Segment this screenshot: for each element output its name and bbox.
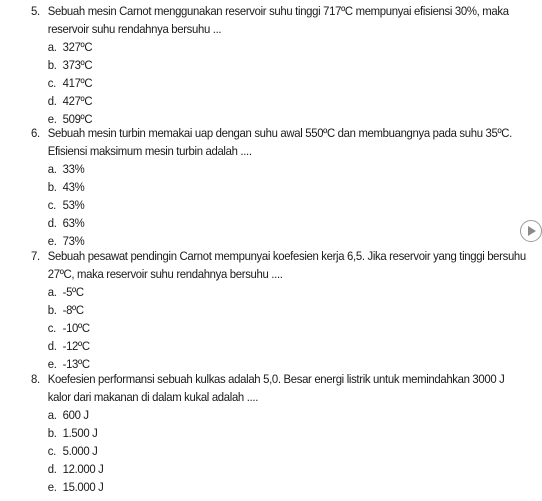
option-7c <box>48 319 468 337</box>
option-letter: b. <box>47 426 57 440</box>
question-6-header <box>31 124 512 142</box>
option-text: -5ºC <box>62 285 84 299</box>
option-7a <box>48 283 468 301</box>
option-letter: b. <box>47 303 57 317</box>
option-text: -8ºC <box>62 303 84 317</box>
question-7-options <box>31 283 468 373</box>
option-text: 5.000 J <box>62 444 98 458</box>
next-page-button[interactable] <box>520 220 542 242</box>
option-letter: a. <box>47 162 57 176</box>
option-text: 417ºC <box>62 76 93 90</box>
option-5d <box>48 92 468 110</box>
option-letter: d. <box>47 462 57 476</box>
option-text: 63% <box>62 216 85 230</box>
question-5-text-line2: reservoir suhu rendahnya bersuhu ... <box>47 22 222 36</box>
option-letter: d. <box>47 216 57 230</box>
question-6-options <box>31 160 468 250</box>
option-letter: e. <box>47 234 57 248</box>
option-8b <box>48 424 468 442</box>
option-text: 373ºC <box>62 58 93 72</box>
option-letter: d. <box>47 94 57 108</box>
option-text: 509ºC <box>62 112 93 126</box>
option-text: -12ºC <box>62 339 90 353</box>
question-5-number: 5. <box>31 4 40 18</box>
question-7-text-line2: 27ºC, maka reservoir suhu rendahnya bersuhu .... <box>47 267 283 281</box>
option-6a <box>48 160 468 178</box>
option-letter: e. <box>47 480 57 494</box>
option-letter: d. <box>47 339 57 353</box>
question-8-options <box>31 406 468 496</box>
question-8-text-line2: kalor dari makanan di dalam kukal adalah .... <box>47 390 259 404</box>
option-letter: e. <box>47 357 57 371</box>
question-8-number: 8. <box>31 372 40 386</box>
option-7b <box>48 301 468 319</box>
question-5 <box>31 2 509 128</box>
question-5-header <box>31 2 509 20</box>
option-letter: a. <box>47 285 57 299</box>
question-7-text-line1: Sebuah pesawat pendingin Carnot mempunyai koefesien kerja 6,5. Jika reservoir yang tinggi bersuhu <box>47 249 526 263</box>
option-text: 53% <box>62 198 85 212</box>
option-letter: c. <box>47 321 56 335</box>
option-text: 15.000 J <box>62 480 104 494</box>
option-6c <box>48 196 468 214</box>
option-letter: a. <box>47 408 57 422</box>
question-8 <box>31 370 505 496</box>
option-5c <box>48 74 468 92</box>
option-text: 43% <box>62 180 85 194</box>
question-7-number: 7. <box>31 249 40 263</box>
option-text: 73% <box>62 234 85 248</box>
question-7 <box>31 247 526 373</box>
play-arrow-icon <box>526 225 537 237</box>
option-5a <box>48 38 468 56</box>
option-8d <box>48 460 468 478</box>
option-letter: c. <box>47 198 56 212</box>
question-5-options <box>31 38 468 128</box>
question-6-text-line2: Efisiensi maksimum mesin turbin adalah .... <box>47 144 252 158</box>
option-letter: b. <box>47 180 57 194</box>
question-8-text-line1: Koefesien performansi sebuah kulkas adalah 5,0. Besar energi listrik untuk memindahkan 3000 J <box>47 372 505 386</box>
question-7-header <box>31 247 526 265</box>
option-text: 33% <box>62 162 85 176</box>
option-letter: e. <box>47 112 57 126</box>
option-8c <box>48 442 468 460</box>
option-7d <box>48 337 468 355</box>
option-letter: c. <box>47 76 56 90</box>
question-6-number: 6. <box>31 126 40 140</box>
question-8-header <box>31 370 505 388</box>
option-letter: c. <box>47 444 56 458</box>
option-letter: a. <box>47 40 57 54</box>
question-6 <box>31 124 512 250</box>
option-5b <box>48 56 468 74</box>
option-text: 1.500 J <box>62 426 98 440</box>
question-5-text-line1: Sebuah mesin Carnot menggunakan reservoir suhu tinggi 717ºC mempunyai efisiensi 30%, maka <box>47 4 509 18</box>
option-letter: b. <box>47 58 57 72</box>
option-6b <box>48 178 468 196</box>
question-6-text-line1: Sebuah mesin turbin memakai uap dengan suhu awal 550ºC dan membuangnya pada suhu 35ºC. <box>47 126 512 140</box>
option-text: 327ºC <box>62 40 93 54</box>
option-text: -13ºC <box>62 357 90 371</box>
option-8e <box>48 478 468 496</box>
option-text: 12.000 J <box>62 462 104 476</box>
option-text: -10ºC <box>62 321 90 335</box>
option-6d <box>48 214 468 232</box>
option-text: 600 J <box>62 408 89 422</box>
option-8a <box>48 406 468 424</box>
option-text: 427ºC <box>62 94 93 108</box>
